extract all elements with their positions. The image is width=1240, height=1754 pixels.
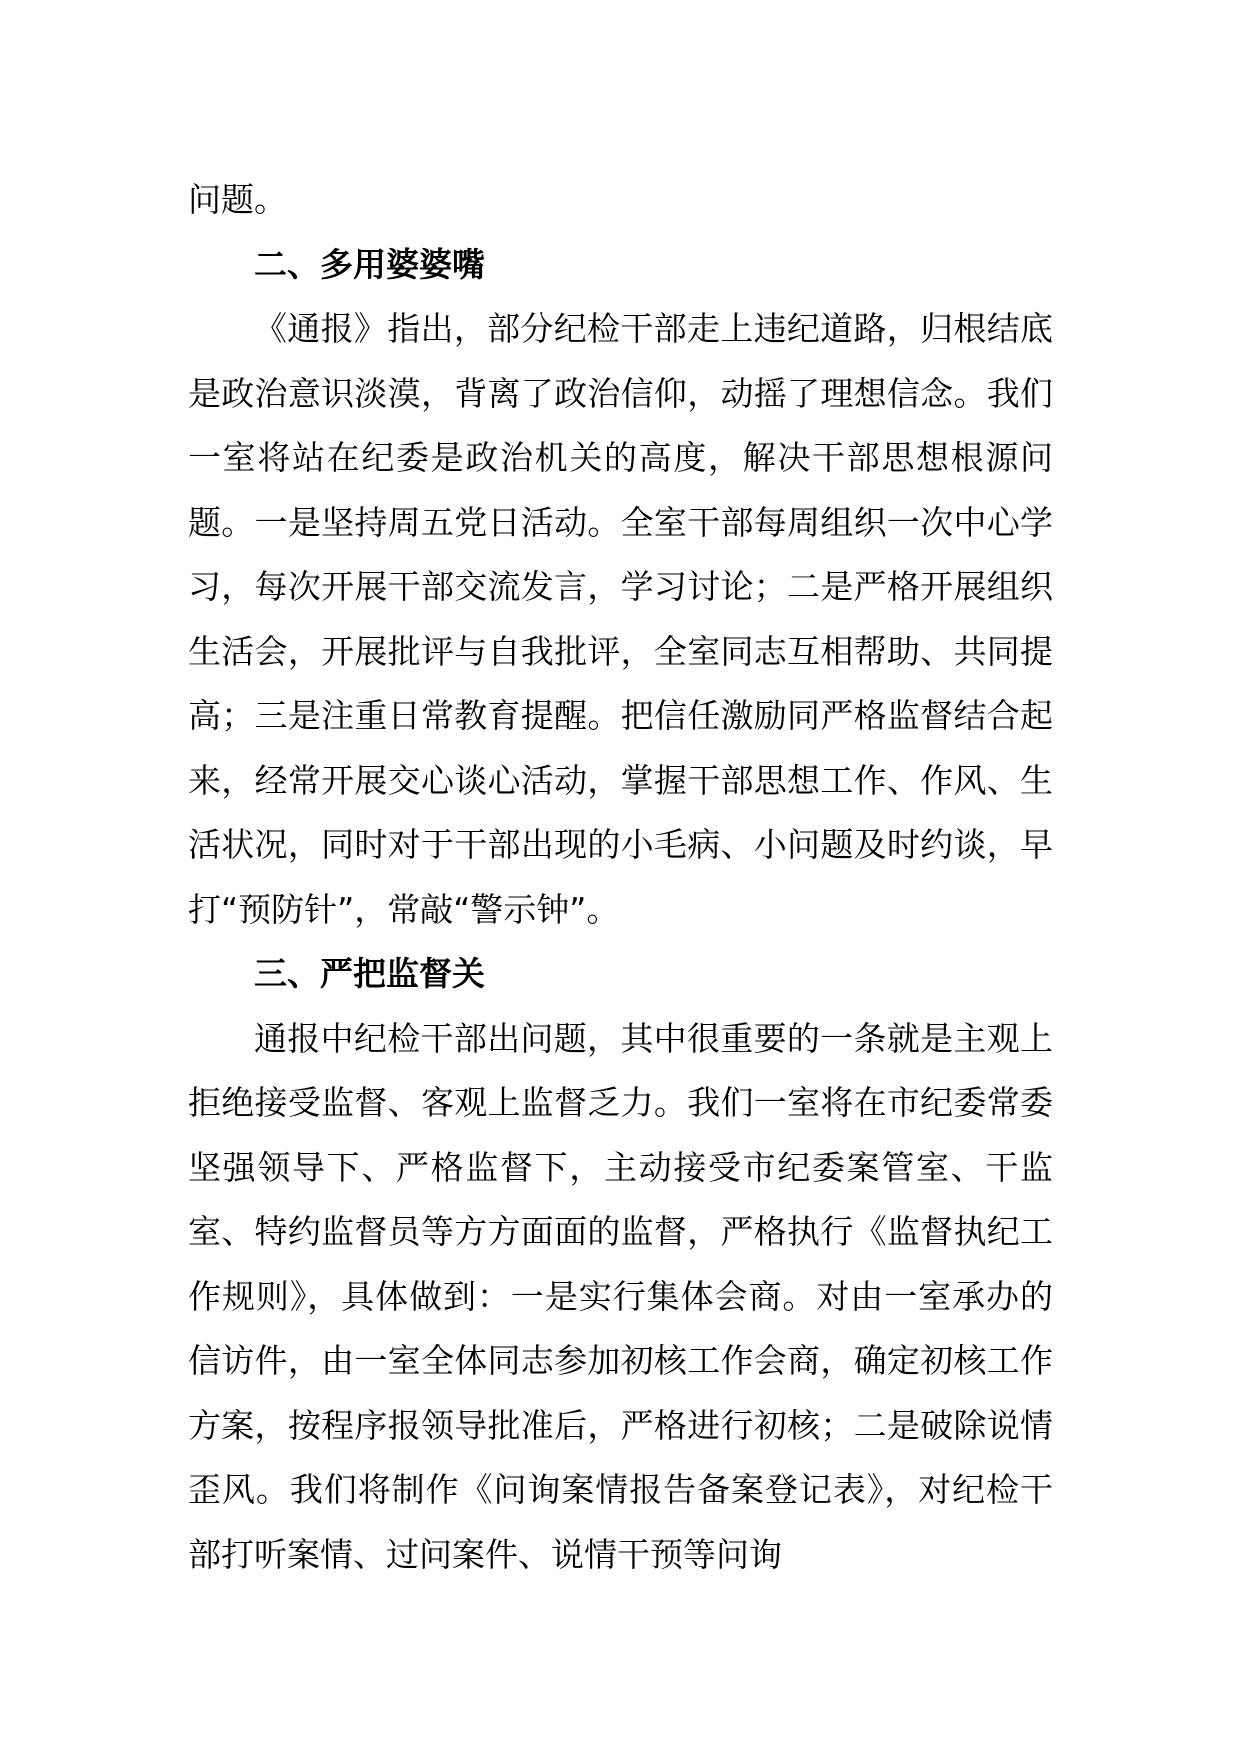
section-heading-2: 二、多用婆婆嘴 — [254, 244, 485, 284]
paragraph-section-3: 通报中纪检干部出问题，其中很重要的一条就是主观上拒绝接受监督、客观上监督乏力。我们一室将在市纪委常委坚强领导下、严格监督下，主动接受市纪委案管室、干监室、特约监督员等方方面面的监督，严格执行《监督执纪工作规则》，具体做到：一是实行集体会商。对由一室承办的信访件，由一室全体同志参加初核工作会商，确定初核工作方案，按程序报领导批准后，严格进行初核；二是破除说情歪风。我们将制作《问询案情报告备案登记表》，对纪检干部打听案情、过问案件、说情干预等问询 — [188, 1018, 1053, 1574]
section-heading-3: 三、严把监督关 — [254, 954, 485, 993]
paragraph-continued: 问题。 — [188, 180, 287, 219]
paragraph-section-2: 《通报》指出，部分纪检干部走上违纪道路，归根结底是政治意识淡漠，背离了政治信仰，动摇了理想信念。我们一室将站在纪委是政治机关的高度，解决干部思想根源问题。一是坚持周五党日活动。全室干部每周组织一次中心学习，每次开展干部交流发言，学习讨论；二是严格开展组织生活会，开展批评与自我批评，全室同志互相帮助、共同提高；三是注重日常教育提醒。把信任激励同严格监督结合起来，经常开展交心谈心活动，掌握干部思想工作、作风、生活状况，同时对于干部出现的小毛病、小问题及时约谈，早打“预防针”，常敲“警示钟”。 — [188, 309, 1053, 929]
document-body — [188, 168, 1053, 1587]
